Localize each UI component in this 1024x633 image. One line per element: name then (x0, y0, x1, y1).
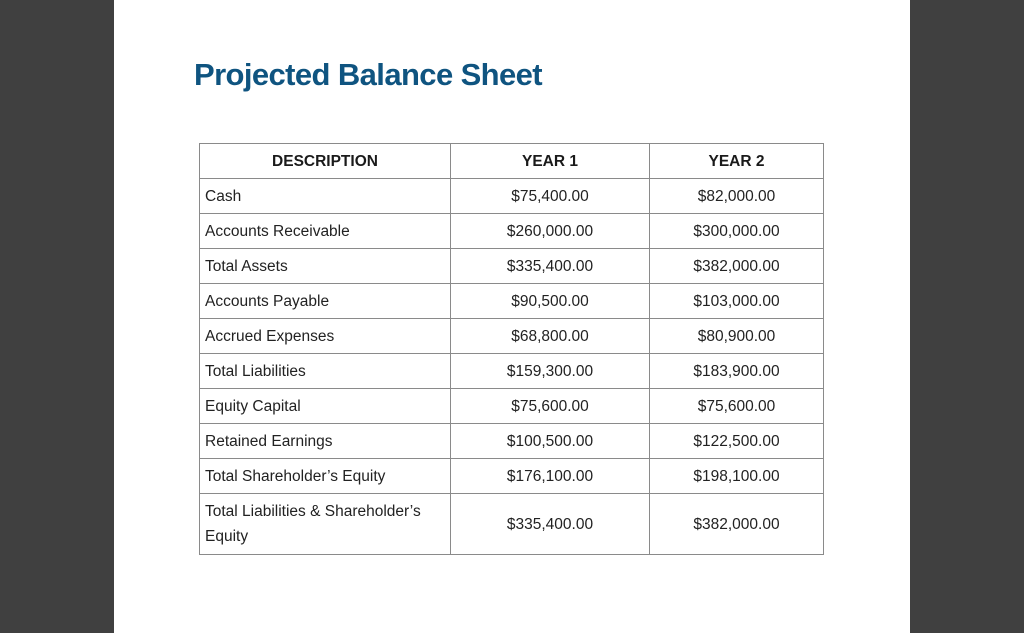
table-row (200, 424, 824, 459)
header-year-2: YEAR 2 (650, 144, 824, 179)
row-description: Accounts Payable (200, 284, 451, 319)
table-row (200, 319, 824, 354)
row-year-2-value: $183,900.00 (650, 354, 824, 389)
row-year-2-value: $80,900.00 (650, 319, 824, 354)
row-year-2-value: $75,600.00 (650, 389, 824, 424)
row-description: Cash (200, 179, 451, 214)
row-year-1-value: $68,800.00 (451, 319, 650, 354)
row-description: Total Assets (200, 249, 451, 284)
row-year-1-value: $335,400.00 (451, 494, 650, 555)
table-row (200, 214, 824, 249)
row-year-2-value: $103,000.00 (650, 284, 824, 319)
table-row (200, 249, 824, 284)
row-year-2-value: $300,000.00 (650, 214, 824, 249)
row-year-1-value: $159,300.00 (451, 354, 650, 389)
table-header-row (200, 144, 824, 179)
row-year-1-value: $335,400.00 (451, 249, 650, 284)
header-description: DESCRIPTION (200, 144, 451, 179)
row-description: Equity Capital (200, 389, 451, 424)
row-description: Accounts Receivable (200, 214, 451, 249)
table-row (200, 354, 824, 389)
table-row (200, 494, 824, 555)
page-title: Projected Balance Sheet (194, 57, 543, 92)
table-row (200, 459, 824, 494)
row-year-1-value: $75,600.00 (451, 389, 650, 424)
row-year-1-value: $176,100.00 (451, 459, 650, 494)
row-year-2-value: $382,000.00 (650, 249, 824, 284)
table-row (200, 179, 824, 214)
row-description: Total Liabilities & Shareholder’s Equity (200, 494, 451, 555)
table-row (200, 284, 824, 319)
row-year-1-value: $75,400.00 (451, 179, 650, 214)
row-year-2-value: $122,500.00 (650, 424, 824, 459)
row-year-2-value: $198,100.00 (650, 459, 824, 494)
row-year-2-value: $82,000.00 (650, 179, 824, 214)
row-year-1-value: $90,500.00 (451, 284, 650, 319)
row-year-1-value: $100,500.00 (451, 424, 650, 459)
balance-sheet-table (199, 143, 824, 555)
table-row (200, 389, 824, 424)
header-year-1: YEAR 1 (451, 144, 650, 179)
row-year-1-value: $260,000.00 (451, 214, 650, 249)
row-description: Total Shareholder’s Equity (200, 459, 451, 494)
row-year-2-value: $382,000.00 (650, 494, 824, 555)
row-description: Retained Earnings (200, 424, 451, 459)
row-description: Total Liabilities (200, 354, 451, 389)
row-description: Accrued Expenses (200, 319, 451, 354)
document-page (114, 0, 910, 633)
